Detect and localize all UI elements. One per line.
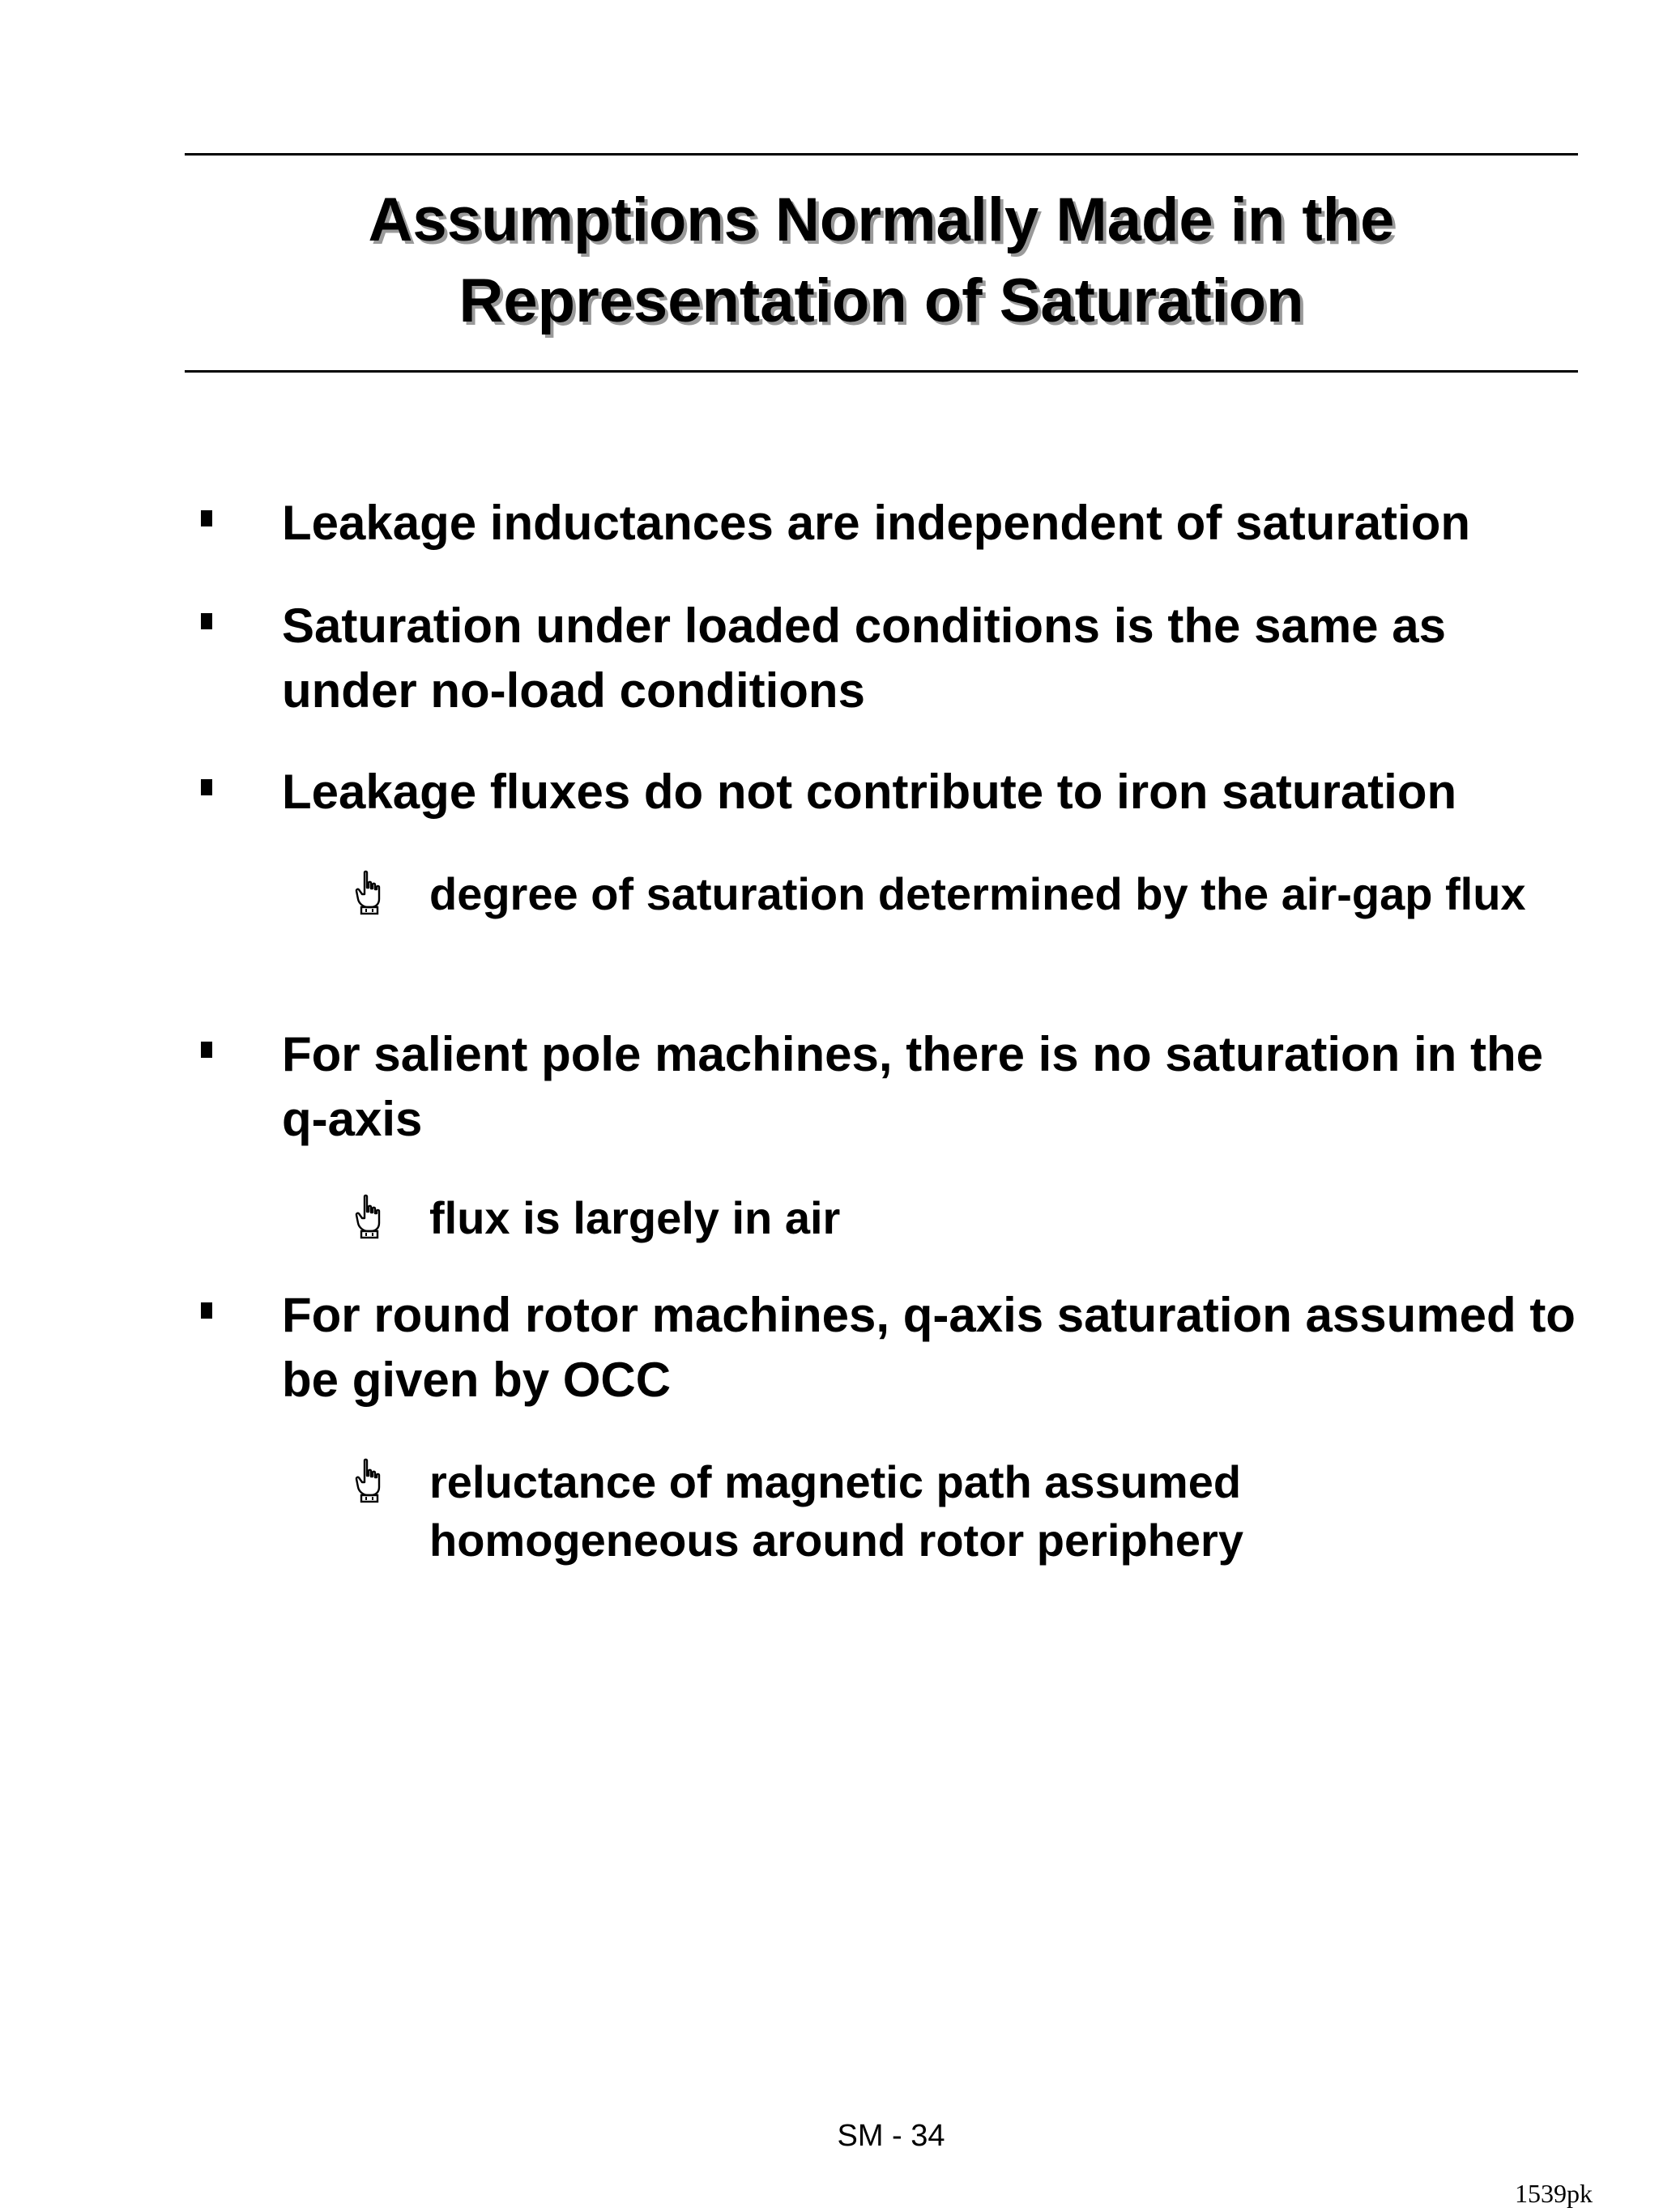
bullet-item-5 (282, 1283, 1594, 1413)
sub-bullet-item-5 (429, 1453, 1563, 1570)
bullet-text: Saturation under loaded conditions is the same as under no-load conditions (282, 599, 1446, 718)
bullet-item-1 (282, 491, 1594, 556)
bullet-text: Leakage fluxes do not contribute to iron saturation (282, 765, 1457, 819)
square-bullet-icon (201, 613, 212, 629)
sub-bullet-text: flux is largely in air (429, 1192, 841, 1243)
bullet-item-3 (282, 760, 1594, 825)
page-title-line-2: Representation of Saturation (458, 266, 1304, 335)
document-id-label: 1539pk (1515, 2179, 1593, 2208)
pointing-hand-icon (353, 870, 386, 915)
sub-bullet-item-3 (429, 865, 1563, 923)
pointing-hand-icon (353, 1194, 386, 1239)
bullet-text: For salient pole machines, there is no saturation in the q-axis (282, 1027, 1543, 1146)
bullet-item-4 (282, 1022, 1594, 1152)
page-number-label: SM - 34 (837, 2119, 945, 2153)
sub-bullet-text: degree of saturation determined by the air-gap flux (429, 868, 1526, 919)
square-bullet-icon (201, 1042, 212, 1058)
bullet-text: For round rotor machines, q-axis saturation assumed to be given by OCC (282, 1288, 1576, 1407)
square-bullet-icon (201, 779, 212, 795)
sub-bullet-text: reluctance of magnetic path assumed homogeneous around rotor periphery (429, 1456, 1243, 1566)
bullet-item-2 (282, 594, 1594, 723)
square-bullet-icon (201, 1302, 212, 1319)
bullet-text: Leakage inductances are independent of saturation (282, 496, 1471, 550)
square-bullet-icon (201, 510, 212, 526)
sub-bullet-item-4 (429, 1189, 1563, 1247)
page-title-line-1: Assumptions Normally Made in the (368, 185, 1395, 254)
pointing-hand-icon (353, 1458, 386, 1503)
